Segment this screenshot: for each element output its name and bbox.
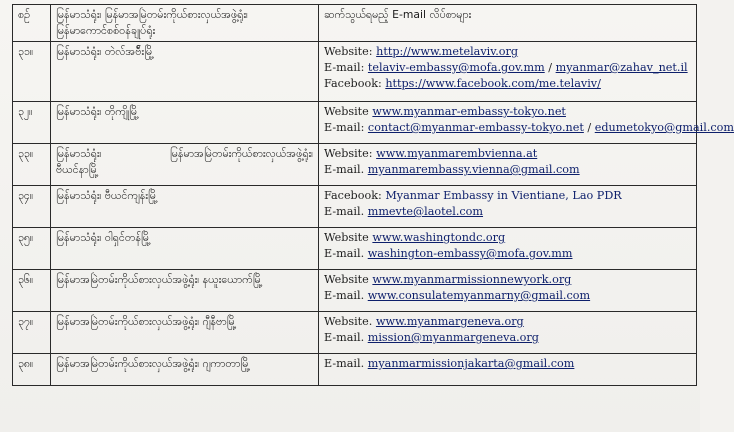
header-contact: ဆက်သွယ်ရမည့် E-mail လိပ်စာများ	[319, 5, 697, 42]
table-row	[13, 270, 697, 312]
contact-email	[324, 120, 734, 136]
website-link[interactable]: www.washingtondc.org	[372, 231, 506, 244]
mission-name: မြန်မာအမြဲတမ်းကိုယ်စားလှယ်အဖွဲ့ရုံး၊ နယူးယောက်မြို့	[51, 270, 319, 312]
contact-facebook	[324, 76, 691, 92]
separator: /	[587, 121, 592, 134]
contact-cell	[319, 102, 734, 144]
table-row	[13, 312, 697, 354]
mission-name-line2: ဗီယင်နာမြို့	[56, 163, 99, 176]
contact-label: E-mail.	[324, 205, 365, 218]
mission-name: မြန်မာသံရုံး၊ ဗီယင်ကျန်းမြို့	[51, 186, 319, 228]
contact-cell	[319, 144, 697, 186]
email-link-secondary[interactable]: edumetokyo@gmail.com	[594, 121, 734, 134]
table-row	[13, 354, 697, 386]
contact-website	[324, 230, 691, 246]
contacts-table	[12, 4, 734, 386]
row-number: ၃၈။	[13, 354, 51, 386]
contact-label: Website:	[324, 147, 373, 160]
contact-cell	[319, 270, 697, 312]
contact-email	[324, 288, 691, 304]
row-number: ၃၂။	[13, 102, 51, 144]
contact-cell	[319, 186, 697, 228]
website-link[interactable]: www.myanmarembvienna.at	[376, 147, 538, 160]
contact-label: Facebook:	[324, 189, 382, 202]
contact-website	[324, 104, 691, 120]
contact-email	[324, 162, 691, 178]
mission-name: မြန်မာသံရုံး၊ တဲလ်အဗ်ီးမြို့	[51, 42, 319, 102]
header-name	[51, 5, 319, 42]
contact-label: Website	[324, 105, 369, 118]
separator: /	[548, 61, 553, 74]
contact-email	[324, 204, 691, 220]
table-row	[13, 228, 697, 270]
contact-cell	[319, 312, 697, 354]
header-no: စဉ်	[13, 5, 51, 42]
row-number: ၃၇။	[13, 312, 51, 354]
contact-email	[324, 356, 691, 372]
email-link[interactable]: mmevte@laotel.com	[367, 205, 484, 218]
contact-website	[324, 272, 691, 288]
header-row	[13, 5, 697, 42]
email-link[interactable]: mission@myanmargeneva.org	[367, 331, 539, 344]
mission-name: မြန်မာအမြဲတမ်းကိုယ်စားလှယ်အဖွဲ့ရုံး၊ ဂျီနီဗာမြို့	[51, 312, 319, 354]
row-number: ၃၃။	[13, 144, 51, 186]
table-row	[13, 186, 697, 228]
mission-name-line1	[56, 146, 313, 162]
contact-label: Website	[324, 273, 369, 286]
mission-name-right: မြန်မာအမြဲတမ်းကိုယ်စားလှယ်အဖွဲ့ရုံး၊	[169, 147, 313, 160]
row-number: ၃၅။	[13, 228, 51, 270]
contact-email	[324, 330, 691, 346]
website-link[interactable]: www.myanmarmissionnewyork.org	[372, 273, 572, 286]
email-link[interactable]: myanmarembassy.vienna@gmail.com	[367, 163, 580, 176]
contact-label: E-mail.	[324, 163, 365, 176]
mission-name: မြန်မာသံရုံး၊ တိုကျိုမြို့	[51, 102, 319, 144]
website-link[interactable]: www.myanmar-embassy-tokyo.net	[372, 105, 566, 118]
row-number: ၃၁။	[13, 42, 51, 102]
contact-label: E-mail.	[324, 331, 365, 344]
email-link[interactable]: washington-embassy@mofa.gov.mm	[367, 247, 573, 260]
mission-name: မြန်မာအမြဲတမ်းကိုယ်စားလှယ်အဖွဲ့ရုံး၊ ဂျကာတာမြို့	[51, 354, 319, 386]
row-number: ၃၆။	[13, 270, 51, 312]
email-link[interactable]: myanmarmissionjakarta@gmail.com	[367, 357, 575, 370]
facebook-link[interactable]: https://www.facebook.com/me.telaviv/	[385, 77, 601, 90]
row-number: ၃၄။	[13, 186, 51, 228]
header-name-line1: မြန်မာသံရုံး၊ မြန်မာအမြဲတမ်းကိုယ်စားလှယ်အဖွဲ့ရုံး၊	[56, 8, 248, 21]
contact-website	[324, 146, 691, 162]
email-link[interactable]: contact@myanmar-embassy-tokyo.net	[367, 121, 584, 134]
website-link[interactable]: http://www.metelaviv.org	[376, 45, 519, 58]
contact-label: E-mail.	[324, 357, 365, 370]
contact-label: Website	[324, 231, 369, 244]
facebook-page-name: Myanmar Embassy in Vientiane, Lao PDR	[385, 189, 622, 202]
contact-label: E-mail:	[324, 61, 365, 74]
contact-label: Website.	[324, 315, 373, 328]
contact-label: Website:	[324, 45, 373, 58]
contact-cell	[319, 42, 697, 102]
table-row	[13, 102, 697, 144]
email-link[interactable]: telaviv-embassy@mofa.gov.mm	[367, 61, 545, 74]
contact-label: Facebook:	[324, 77, 382, 90]
header-name-line2: မြန်မာကောင်စစ်ဝန်ချုပ်ရုံး	[56, 24, 156, 37]
mission-name-left: မြန်မာသံရုံး၊	[56, 147, 102, 160]
contact-website	[324, 314, 691, 330]
contact-website	[324, 44, 691, 60]
contact-cell	[319, 228, 697, 270]
contact-facebook	[324, 188, 691, 204]
contact-label: E-mail.	[324, 289, 365, 302]
table-row	[13, 144, 697, 186]
mission-name	[51, 144, 319, 186]
email-link-secondary[interactable]: myanmar@zahav_net.il	[555, 61, 688, 74]
contact-email	[324, 246, 691, 262]
email-link[interactable]: www.consulatemyanmarny@gmail.com	[367, 289, 591, 302]
contact-cell	[319, 354, 697, 386]
contact-label: E-mail:	[324, 121, 365, 134]
website-link[interactable]: www.myanmargeneva.org	[375, 315, 524, 328]
table-row	[13, 42, 697, 102]
mission-name: မြန်မာသံရုံး၊ ဝါရှင်တန်မြို့	[51, 228, 319, 270]
contact-email	[324, 60, 691, 76]
contact-label: E-mail.	[324, 247, 365, 260]
